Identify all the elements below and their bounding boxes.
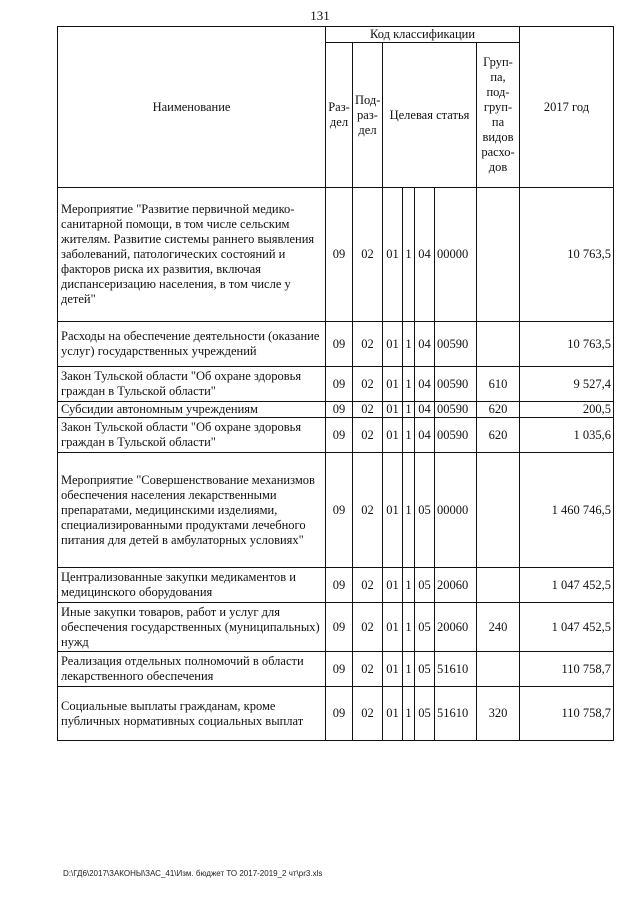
table-row	[58, 188, 614, 322]
cell-cs2: 1	[403, 603, 415, 652]
cell-cs2: 1	[403, 188, 415, 322]
table-row	[58, 453, 614, 568]
cell-group: 610	[477, 367, 520, 402]
cell-subsection: 02	[353, 568, 383, 603]
row-name: Закон Тульской области "Об охране здоровья граждан в Тульской области"	[58, 367, 326, 402]
cell-group	[477, 322, 520, 367]
cell-section: 09	[326, 568, 353, 603]
cell-section: 09	[326, 322, 353, 367]
header-target: Целевая статья	[383, 43, 477, 188]
cell-group: 620	[477, 418, 520, 453]
cell-cs2: 1	[403, 652, 415, 687]
cell-cs3: 05	[415, 603, 435, 652]
cell-group	[477, 652, 520, 687]
table-row	[58, 418, 614, 453]
cell-subsection: 02	[353, 322, 383, 367]
cell-subsection: 02	[353, 188, 383, 322]
cell-cs2: 1	[403, 322, 415, 367]
row-name: Расходы на обеспечение деятельности (оказание услуг) государственных учреждений	[58, 322, 326, 367]
budget-table	[57, 26, 614, 741]
cell-subsection: 02	[353, 453, 383, 568]
cell-cs4: 51610	[435, 652, 477, 687]
cell-cs4: 51610	[435, 687, 477, 741]
cell-amount: 200,5	[520, 402, 614, 418]
cell-amount: 110 758,7	[520, 687, 614, 741]
cell-section: 09	[326, 367, 353, 402]
cell-group	[477, 568, 520, 603]
cell-cs4: 20060	[435, 568, 477, 603]
cell-cs3: 04	[415, 188, 435, 322]
cell-group	[477, 188, 520, 322]
cell-subsection: 02	[353, 402, 383, 418]
cell-cs3: 05	[415, 687, 435, 741]
cell-section: 09	[326, 402, 353, 418]
cell-cs2: 1	[403, 453, 415, 568]
cell-cs1: 01	[383, 568, 403, 603]
header-subsection: Под-раз-дел	[353, 43, 383, 188]
cell-section: 09	[326, 188, 353, 322]
page-number: 131	[310, 8, 330, 23]
cell-cs4: 00000	[435, 188, 477, 322]
cell-amount: 9 527,4	[520, 367, 614, 402]
cell-cs2: 1	[403, 418, 415, 453]
row-name: Закон Тульской области "Об охране здоровья граждан в Тульской области"	[58, 418, 326, 453]
cell-cs1: 01	[383, 652, 403, 687]
header-code: Код классификации	[326, 27, 520, 43]
cell-cs1: 01	[383, 603, 403, 652]
cell-cs3: 04	[415, 418, 435, 453]
row-name: Реализация отдельных полномочий в области лекарственного обеспечения	[58, 652, 326, 687]
table-row	[58, 687, 614, 741]
cell-cs2: 1	[403, 367, 415, 402]
row-name: Иные закупки товаров, работ и услуг для обеспечения государственных (муниципальных) нужд	[58, 603, 326, 652]
cell-section: 09	[326, 652, 353, 687]
table-row	[58, 603, 614, 652]
cell-cs4: 00590	[435, 402, 477, 418]
cell-subsection: 02	[353, 603, 383, 652]
header-name: Наименование	[58, 27, 326, 188]
table-row	[58, 322, 614, 367]
cell-group: 320	[477, 687, 520, 741]
header-year: 2017 год	[520, 27, 614, 188]
table-row	[58, 367, 614, 402]
cell-cs2: 1	[403, 402, 415, 418]
cell-section: 09	[326, 687, 353, 741]
cell-section: 09	[326, 418, 353, 453]
cell-cs1: 01	[383, 687, 403, 741]
cell-cs3: 05	[415, 453, 435, 568]
cell-group: 620	[477, 402, 520, 418]
cell-group	[477, 453, 520, 568]
cell-cs1: 01	[383, 402, 403, 418]
table-row	[58, 568, 614, 603]
cell-cs3: 05	[415, 568, 435, 603]
cell-cs4: 20060	[435, 603, 477, 652]
table-row	[58, 652, 614, 687]
row-name: Централизованные закупки медикаментов и медицинского оборудования	[58, 568, 326, 603]
cell-amount: 110 758,7	[520, 652, 614, 687]
cell-cs4: 00590	[435, 418, 477, 453]
cell-group: 240	[477, 603, 520, 652]
cell-amount: 1 047 452,5	[520, 568, 614, 603]
cell-section: 09	[326, 603, 353, 652]
cell-subsection: 02	[353, 652, 383, 687]
header-section: Раз-дел	[326, 43, 353, 188]
cell-subsection: 02	[353, 687, 383, 741]
cell-cs4: 00590	[435, 367, 477, 402]
cell-amount: 1 035,6	[520, 418, 614, 453]
header-group: Груп-па, под-груп-па видов расхо-дов	[477, 43, 520, 188]
cell-cs3: 04	[415, 367, 435, 402]
cell-cs4: 00590	[435, 322, 477, 367]
cell-subsection: 02	[353, 367, 383, 402]
table-row	[58, 402, 614, 418]
cell-amount: 10 763,5	[520, 188, 614, 322]
cell-cs2: 1	[403, 687, 415, 741]
row-name: Социальные выплаты гражданам, кроме публичных нормативных социальных выплат	[58, 687, 326, 741]
cell-subsection: 02	[353, 418, 383, 453]
cell-cs3: 04	[415, 402, 435, 418]
row-name: Мероприятие "Совершенствование механизмов обеспечения населения лекарственными препаратами, медицинскими изделиями, специализированными продуктами лечебного питания для детей в амбулаторных условиях"	[58, 453, 326, 568]
cell-amount: 10 763,5	[520, 322, 614, 367]
file-path-footer: D:\ГД6\2017\ЗАКОНЫ\ЗАС_41\Изм. бюджет ТО 2017-2019_2 чт\pr3.xls	[63, 869, 323, 878]
cell-amount: 1 460 746,5	[520, 453, 614, 568]
cell-cs1: 01	[383, 418, 403, 453]
cell-section: 09	[326, 453, 353, 568]
cell-cs1: 01	[383, 188, 403, 322]
cell-cs1: 01	[383, 322, 403, 367]
cell-cs3: 04	[415, 322, 435, 367]
row-name: Мероприятие "Развитие первичной медико-санитарной помощи, в том числе сельским жителям. Развитие системы раннего выявления заболеваний, патологических состояний и факторов риска их развития, включая диспансеризацию населения, в том числе у детей"	[58, 188, 326, 322]
cell-cs1: 01	[383, 367, 403, 402]
row-name: Субсидии автономным учреждениям	[58, 402, 326, 418]
cell-cs4: 00000	[435, 453, 477, 568]
cell-cs1: 01	[383, 453, 403, 568]
cell-amount: 1 047 452,5	[520, 603, 614, 652]
cell-cs3: 05	[415, 652, 435, 687]
cell-cs2: 1	[403, 568, 415, 603]
